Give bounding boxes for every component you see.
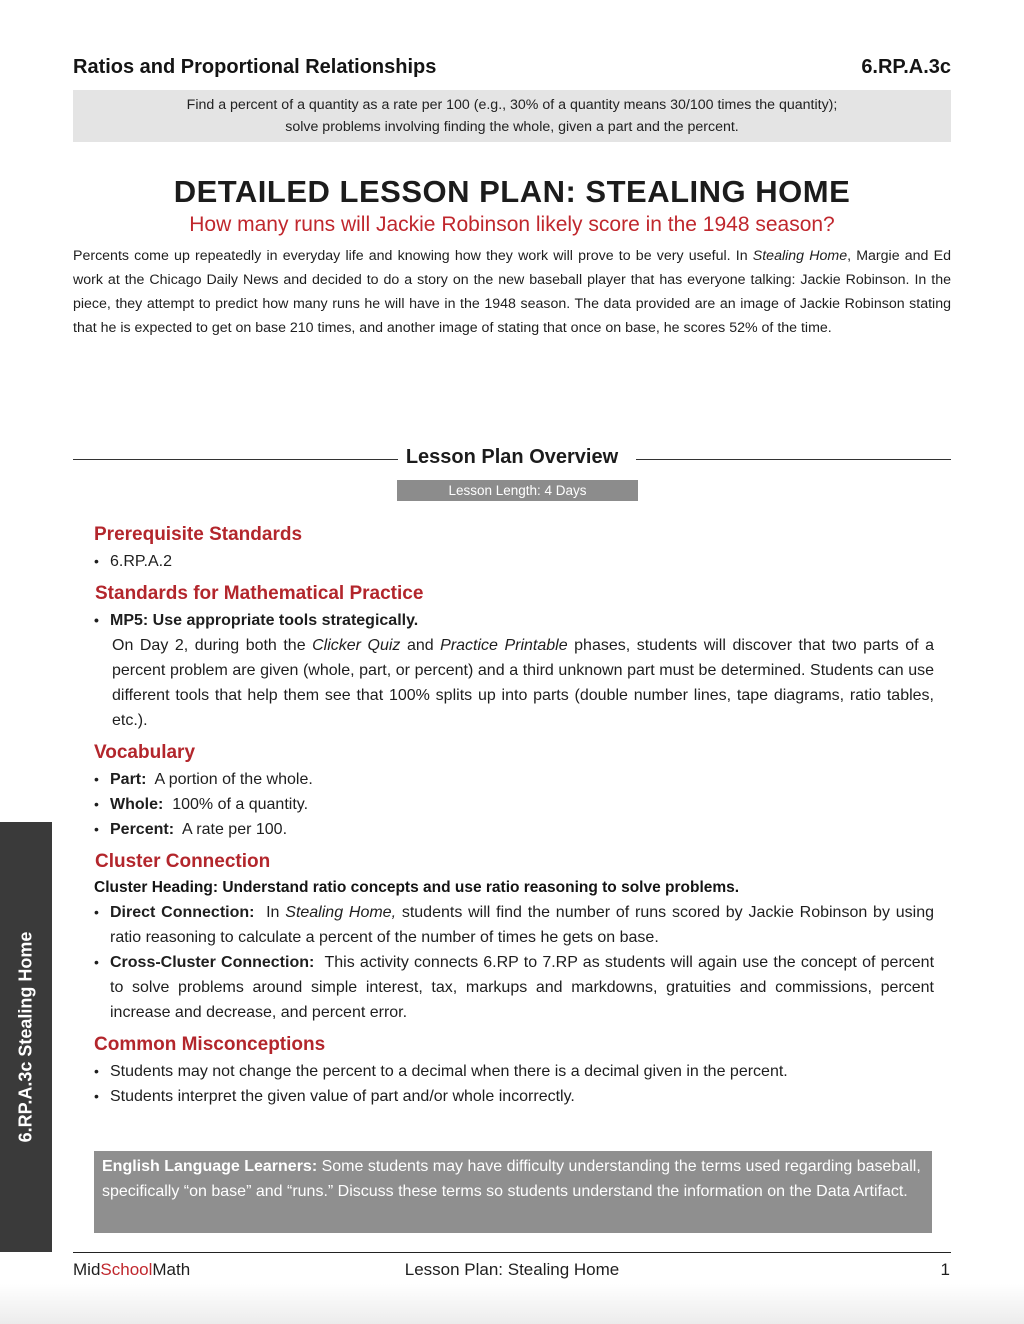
- cluster-heading: Cluster Connection: [95, 851, 271, 872]
- list-item: • 6.RP.A.2: [94, 549, 934, 574]
- intro-text-before: Percents come up repeatedly in everyday life and knowing how they work will prove to be very useful. In: [73, 248, 753, 264]
- standard-line-2: solve problems involving finding the whole, given a part and the percent.: [285, 119, 739, 135]
- vocab-term: Whole:: [110, 796, 164, 813]
- page-header: [73, 56, 951, 84]
- ell-label: English Language Learners:: [102, 1158, 318, 1175]
- vocabulary-heading: Vocabulary: [94, 742, 196, 763]
- domain-title: Ratios and Proportional Relationships: [73, 56, 437, 78]
- list-item: • Students interpret the given value of part and/or whole incorrectly.: [94, 1084, 934, 1109]
- standard-code: 6.RP.A.3c: [861, 56, 951, 78]
- brand-part-3: Math: [152, 1260, 191, 1279]
- footer-title: Lesson Plan: Stealing Home: [404, 1260, 620, 1279]
- direct-connection-text: students will find the number of runs scored by Jackie Robinson by using ratio reasoning to calculate a percent of the number of times he gets on base.: [110, 904, 935, 946]
- list-item: • Students may not change the percent to a decimal when there is a decimal given in the percent.: [94, 1059, 934, 1084]
- intro-title-italic: Stealing Home: [752, 248, 848, 264]
- brand-part-1: Mid: [73, 1260, 101, 1279]
- practice-italic-1: Clicker Quiz: [312, 637, 401, 654]
- page-title: DETAILED LESSON PLAN: STEALING HOME: [173, 174, 851, 209]
- prerequisite-list: [94, 549, 934, 574]
- ell-text: Some students may have difficulty understanding the terms used regarding baseball, specifically “on base” and “runs.” Discuss these terms so students understand the information on the Data Artifact.: [102, 1158, 921, 1200]
- practice-text-3: phases, students will discover that two parts of a percent problem are given (whole, part, or percent) and a third unknown part must be determined. Students can use different tools that help them see that 100% splits up into parts (double number lines, tape diagrams, ratio tables, etc.).: [112, 637, 935, 729]
- vocab-term: Percent:: [110, 821, 175, 838]
- vocab-definition: A rate per 100.: [182, 821, 288, 838]
- practice-text-2: and: [400, 637, 441, 654]
- cluster-subheading: Cluster Heading: Understand ratio concepts and use ratio reasoning to solve problems.: [94, 879, 740, 896]
- list-item: [94, 900, 934, 950]
- side-tab-label: 6.RP.A.3c Stealing Home: [15, 931, 36, 1143]
- footer-rule: [73, 1252, 951, 1253]
- misconceptions-heading: Common Misconceptions: [94, 1034, 326, 1055]
- standard-description-box: [73, 90, 951, 142]
- list-item: [94, 792, 934, 817]
- practice-heading: Standards for Mathematical Practice: [95, 583, 424, 604]
- list-item: [94, 950, 934, 1025]
- brand-part-2: School: [100, 1260, 153, 1279]
- cluster-list: [94, 900, 934, 1025]
- practice-list: [94, 608, 934, 633]
- practice-text-1: On Day 2, during both the: [112, 637, 313, 654]
- cross-cluster-label: Cross-Cluster Connection:: [110, 954, 315, 971]
- vocab-term: Part:: [110, 771, 147, 788]
- intro-paragraph: [73, 244, 951, 340]
- prerequisite-heading: Prerequisite Standards: [94, 524, 303, 545]
- practice-item-title: • MP5: Use appropriate tools strategically.: [94, 608, 934, 633]
- cross-cluster-text: This activity connects 6.RP to 7.RP as students will again use the concept of percent to solve problems around simple interest, tax, markups and markdowns, gratuities and commissions, percent increase and decrease, and percent error.: [110, 954, 935, 1021]
- lesson-length-badge: Lesson Length: 4 Days: [397, 480, 638, 501]
- direct-connection-label: Direct Connection:: [110, 904, 255, 921]
- side-tab: [0, 822, 52, 1252]
- ell-note-box: [94, 1151, 932, 1233]
- vocabulary-list: [94, 767, 934, 842]
- vocab-definition: A portion of the whole.: [154, 771, 313, 788]
- practice-description: [94, 633, 934, 733]
- vocab-definition: 100% of a quantity.: [172, 796, 309, 813]
- direct-connection-pre: In: [266, 904, 286, 921]
- direct-connection-italic: Stealing Home,: [285, 904, 397, 921]
- overview-title: Lesson Plan Overview: [405, 446, 619, 468]
- standard-line-1: Find a percent of a quantity as a rate per 100 (e.g., 30% of a quantity means 30/100 times the quantity);: [186, 97, 838, 113]
- practice-italic-2: Practice Printable: [440, 637, 568, 654]
- misconceptions-list: [94, 1059, 934, 1109]
- list-item: [94, 767, 934, 792]
- lesson-question: How many runs will Jackie Robinson likely score in the 1948 season?: [189, 213, 835, 236]
- page-number: 1: [940, 1260, 950, 1279]
- lesson-content: [94, 521, 934, 1109]
- list-item: [94, 817, 934, 842]
- page-bottom-shadow: [0, 1284, 1024, 1324]
- intro-text-after: , Margie and Ed work at the Chicago Daily News and decided to do a story on the new baseball player that has everyone talking: Jackie Robinson. In the piece, they attempt to predict how many runs he will have in the 1948 season. The data provided are an image of Jackie Robinson stating that he is expected to get on base 210 times, and another image of stating that once on base, he scores 52% of the time.: [73, 248, 951, 336]
